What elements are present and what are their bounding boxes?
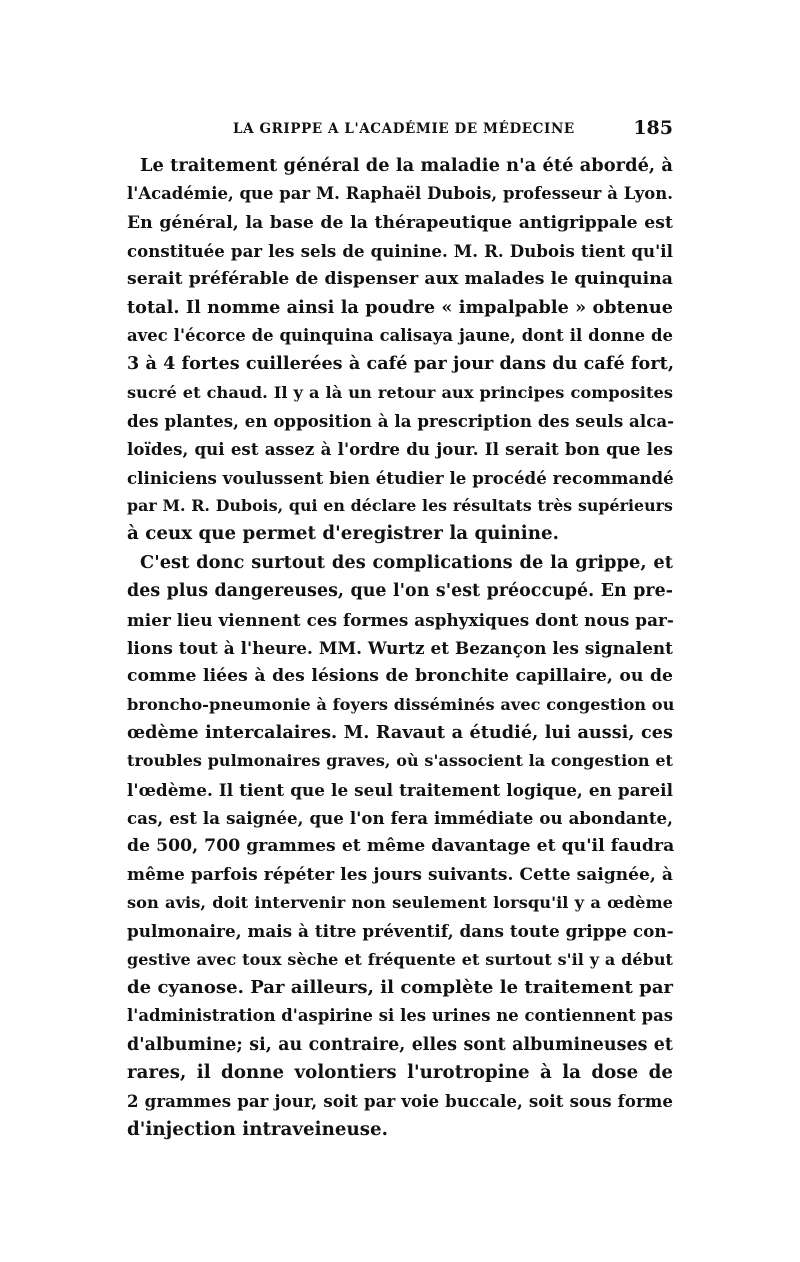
text-line: Le traitement général de la maladie n'a été abordé, à: [140, 155, 673, 176]
body-text: [127, 152, 673, 1144]
text-line: d'injection intraveineuse.: [127, 1118, 389, 1140]
text-line: son avis, doit intervenir non seulement lorsqu'il y a œdème: [127, 892, 673, 912]
text-line: œdème intercalaires. M. Ravaut a étudié, lui aussi, ces: [127, 721, 673, 743]
text-line: des plantes, en opposition à la prescription des seuls alca-: [127, 411, 675, 432]
text-line: de 500, 700 grammes et même davantage et qu'il faudra: [127, 836, 675, 857]
text-line: cas, est la saignée, que l'on fera immédiate ou abondante,: [127, 807, 673, 828]
text-line: l'administration d'aspirine si les urines ne contiennent pas: [127, 1006, 674, 1026]
running-title: LA GRIPPE A L'ACADÉMIE DE MÉDECINE: [233, 121, 575, 137]
text-line: troubles pulmonaires graves, où s'associent la congestion et: [127, 751, 673, 771]
text-line: des plus dangereuses, que l'on s'est préoccupé. En pre-: [127, 581, 673, 602]
text-line: total. Il nomme ainsi la poudre « impalpable » obtenue: [127, 296, 673, 318]
text-line: gestive avec toux sèche et fréquente et surtout s'il y a début: [127, 949, 673, 969]
text-line: rares, il donne volontiers l'urotropine à la dose de: [127, 1062, 673, 1083]
text-line: loïdes, qui est assez à l'ordre du jour. Il serait bon que les: [127, 439, 673, 460]
running-head: [128, 117, 673, 141]
text-line: serait préférable de dispenser aux malades le quinquina: [127, 269, 673, 290]
text-line: l'œdème. Il tient que le seul traitement logique, en pareil: [127, 779, 673, 800]
text-line: à ceux que permet d'eregistrer la quinine.: [127, 523, 560, 545]
text-line: l'Académie, que par M. Raphaël Dubois, professeur à Lyon.: [127, 184, 673, 204]
text-line: même parfois répéter les jours suivants. Cette saignée, à: [127, 864, 673, 885]
text-line: de cyanose. Par ailleurs, il complète le traitement par: [127, 976, 674, 998]
text-line: par M. R. Dubois, qui en déclare les résultats très supérieurs: [127, 496, 673, 516]
text-line: avec l'écorce de quinquina calisaya jaune, dont il donne de: [127, 326, 673, 346]
text-line: comme liées à des lésions de bronchite capillaire, ou de: [127, 666, 673, 687]
text-line: pulmonaire, mais à titre préventif, dans toute grippe con-: [127, 921, 674, 942]
text-line: cliniciens voulussent bien étudier le procédé recommandé: [127, 467, 674, 488]
text-line: mier lieu viennent ces formes asphyxiques dont nous par-: [127, 609, 674, 630]
text-line: constituée par les sels de quinine. M. R. Dubois tient qu'il: [127, 241, 673, 262]
text-line: En général, la base de la thérapeutique antigrippale est: [127, 212, 673, 233]
text-line: broncho-pneumonie à foyers disséminés avec congestion ou: [127, 694, 675, 714]
text-line: 3 à 4 fortes cuillerées à café par jour dans du café fort,: [127, 353, 674, 375]
text-line: 2 grammes par jour, soit par voie buccale, soit sous forme: [127, 1091, 673, 1112]
text-line: C'est donc surtout des complications de la grippe, et: [140, 551, 673, 573]
page-number: 185: [633, 117, 673, 139]
text-line: lions tout à l'heure. MM. Wurtz et Bezançon les signalent: [127, 637, 673, 658]
text-line: d'albumine; si, au contraire, elles sont albumineuses et: [127, 1034, 673, 1055]
text-line: sucré et chaud. Il y a là un retour aux principes composites: [127, 382, 673, 402]
